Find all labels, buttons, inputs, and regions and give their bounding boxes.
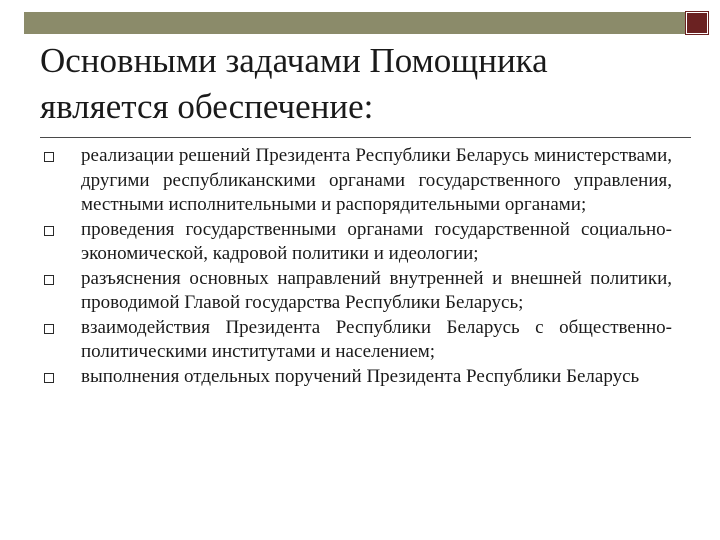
bullet-item [40, 365, 672, 390]
bullet-item [40, 144, 672, 218]
hollow-square-icon [44, 226, 54, 236]
bullet-text: выполнения отдельных поручений Президента Республики Беларусь [81, 365, 640, 387]
top-decorative-bar [24, 12, 686, 34]
bullet-text: разъяснения основных направлений внутренней и внешней политики, проводимой Главой государства Республики Беларусь; [81, 267, 672, 313]
title-line-2: является обеспечение: [40, 87, 374, 126]
title-divider [40, 137, 691, 138]
slide-title [40, 38, 680, 130]
bullet-text: взаимодействия Президента Республики Беларусь с общественно-политическими институтами и населением; [81, 316, 672, 362]
hollow-square-icon [44, 275, 54, 285]
hollow-square-icon [44, 324, 54, 334]
hollow-square-icon [44, 373, 54, 383]
bullet-item [40, 267, 672, 316]
bullet-item [40, 316, 672, 365]
corner-accent-square [686, 12, 708, 34]
bullet-text: проведения государственными органами государственной социально-экономической, кадровой политики и идеологии; [81, 218, 672, 264]
hollow-square-icon [44, 152, 54, 162]
title-line-1: Основными задачами Помощника [40, 41, 548, 80]
bullet-item [40, 218, 672, 267]
bullet-list [40, 144, 672, 389]
bullet-text: реализации решений Президента Республики Беларусь министерствами, другими республиканскими органами государственного управления, местными исполнительными и распорядительными органами; [81, 145, 672, 215]
